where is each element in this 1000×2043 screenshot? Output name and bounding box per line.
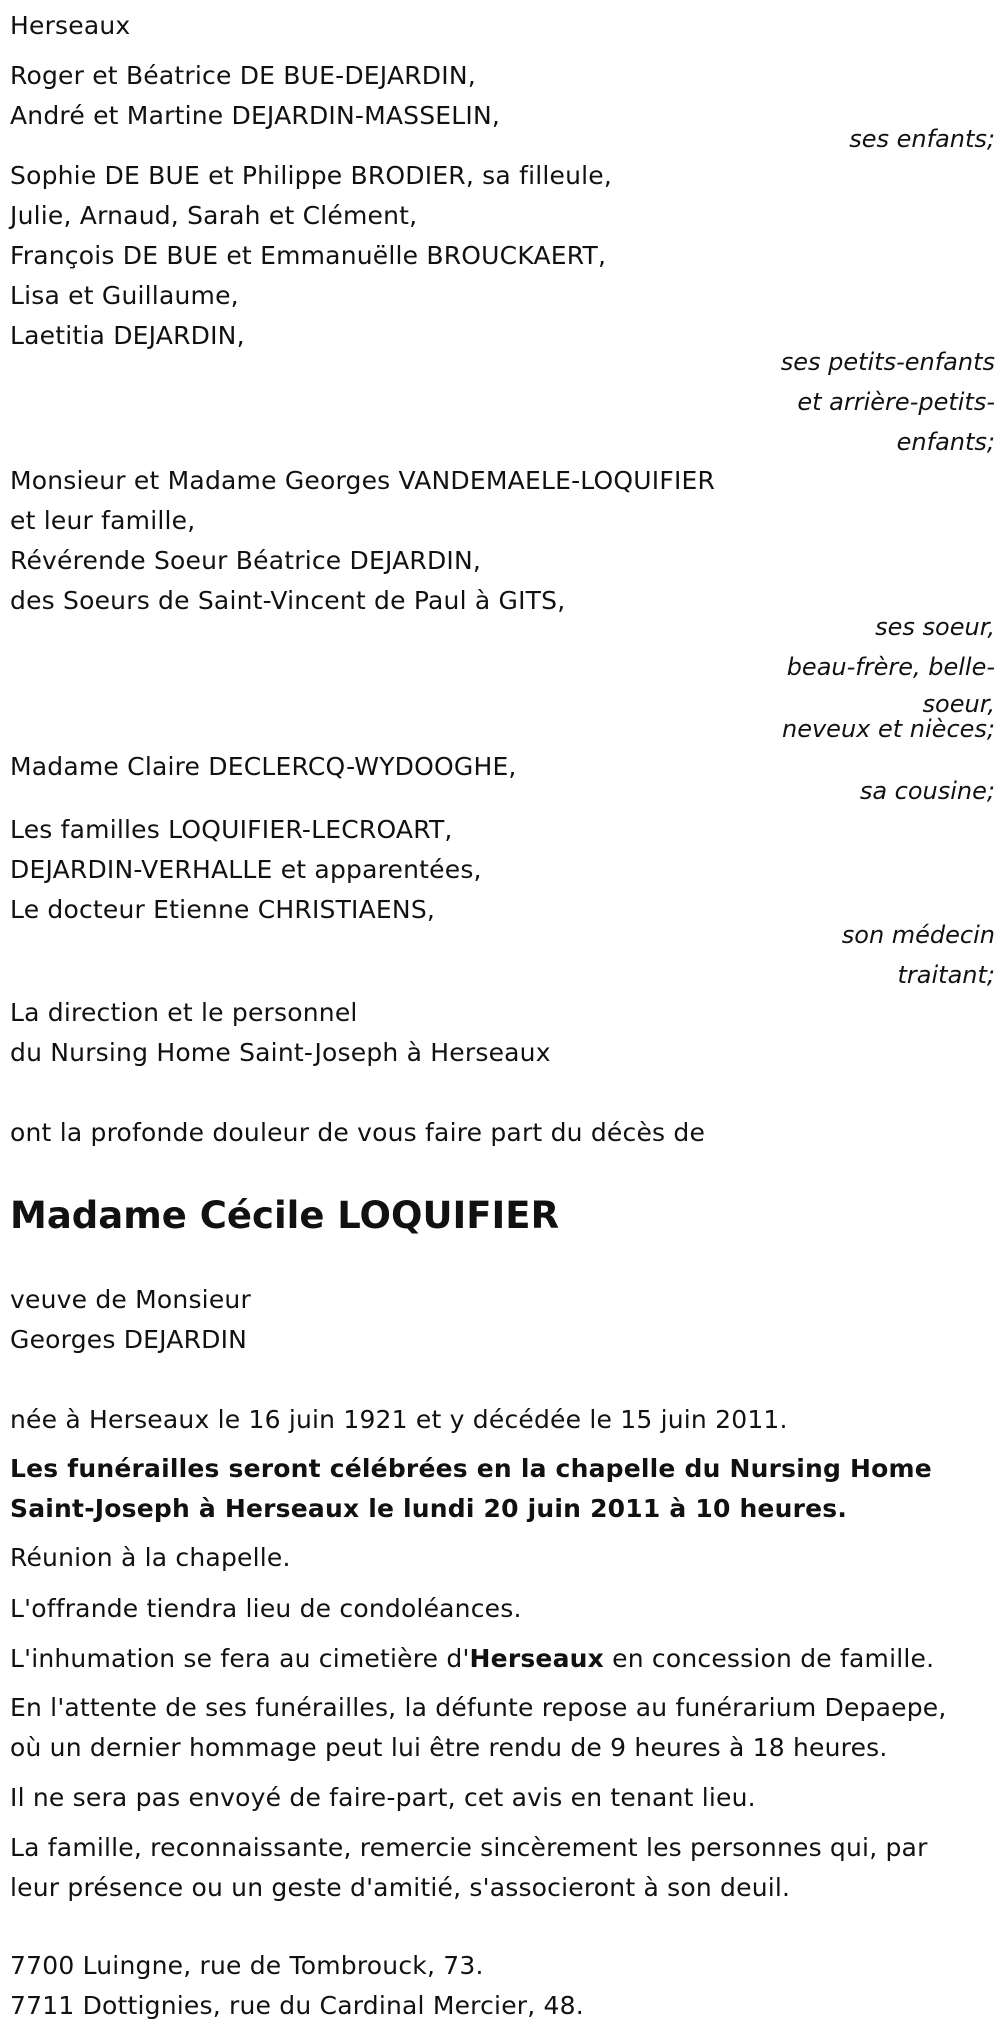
- family-line: du Nursing Home Saint-Joseph à Herseaux: [10, 1038, 551, 1067]
- relation-label: traitant;: [897, 961, 995, 989]
- family-line: Lisa et Guillaume,: [10, 281, 239, 310]
- relation-label: sa cousine;: [859, 777, 995, 805]
- relation-label: soeur,: [922, 690, 995, 718]
- family-line: Monsieur et Madame Georges VANDEMAELE-LOQUIFIER: [10, 466, 716, 495]
- relation-label: neveux et nièces;: [782, 715, 995, 743]
- relation-label: son médecin: [841, 921, 995, 949]
- family-line: DEJARDIN-VERHALLE et apparentées,: [10, 855, 482, 884]
- relation-label: ses petits-enfants: [780, 348, 995, 376]
- relation-label: beau-frère, belle-: [786, 653, 995, 681]
- no-letter-text: Il ne sera pas envoyé de faire-part, cet avis en tenant lieu.: [10, 1783, 756, 1812]
- birth-death-text: née à Herseaux le 16 juin 1921 et y décédée le 15 juin 2011.: [10, 1405, 788, 1434]
- burial-text-before: L'inhumation se fera au cimetière d': [10, 1644, 470, 1673]
- family-line: Madame Claire DECLERCQ-WYDOOGHE,: [10, 752, 517, 781]
- announcement-text: ont la profonde douleur de vous faire part du décès de: [10, 1118, 706, 1147]
- family-line: Julie, Arnaud, Sarah et Clément,: [10, 201, 418, 230]
- family-line: des Soeurs de Saint-Vincent de Paul à GITS,: [10, 586, 566, 615]
- widow-line: Georges DEJARDIN: [10, 1325, 248, 1354]
- relation-label: et arrière-petits-: [797, 388, 995, 416]
- deceased-name: Madame Cécile LOQUIFIER: [10, 1194, 560, 1237]
- place-heading: Herseaux: [10, 11, 131, 40]
- funeral-text: Les funérailles seront célébrées en la chapelle du Nursing Home: [10, 1454, 932, 1483]
- widow-line: veuve de Monsieur: [10, 1285, 251, 1314]
- family-line: Révérende Soeur Béatrice DEJARDIN,: [10, 546, 482, 575]
- family-line: La direction et le personnel: [10, 998, 358, 1027]
- burial-text: [10, 1639, 934, 1679]
- family-line: Sophie DE BUE et Philippe BRODIER, sa filleule,: [10, 161, 613, 190]
- funeral-text: Saint-Joseph à Herseaux le lundi 20 juin 2011 à 10 heures.: [10, 1494, 848, 1523]
- wake-text: où un dernier hommage peut lui être rendu de 9 heures à 18 heures.: [10, 1733, 888, 1762]
- meeting-text: Réunion à la chapelle.: [10, 1543, 291, 1572]
- family-line: François DE BUE et Emmanuëlle BROUCKAERT,: [10, 241, 607, 270]
- relation-label: ses soeur,: [875, 613, 995, 641]
- family-line: Les familles LOQUIFIER-LECROART,: [10, 815, 453, 844]
- relation-label: ses enfants;: [849, 125, 995, 153]
- family-line: Le docteur Etienne CHRISTIAENS,: [10, 895, 436, 924]
- family-line: André et Martine DEJARDIN-MASSELIN,: [10, 101, 501, 130]
- offering-text: L'offrande tiendra lieu de condoléances.: [10, 1594, 522, 1623]
- relation-label: enfants;: [896, 428, 995, 456]
- address-line: 7711 Dottignies, rue du Cardinal Mercier, 48.: [10, 1991, 584, 2020]
- address-line: 7700 Luingne, rue de Tombrouck, 73.: [10, 1951, 484, 1980]
- burial-text-after: en concession de famille.: [603, 1644, 935, 1673]
- burial-place: Herseaux: [469, 1644, 604, 1673]
- thanks-text: La famille, reconnaissante, remercie sincèrement les personnes qui, par: [10, 1833, 928, 1862]
- family-line: Roger et Béatrice DE BUE-DEJARDIN,: [10, 61, 476, 90]
- family-line: Laetitia DEJARDIN,: [10, 321, 245, 350]
- wake-text: En l'attente de ses funérailles, la défunte repose au funérarium Depaepe,: [10, 1693, 947, 1722]
- thanks-text: leur présence ou un geste d'amitié, s'associeront à son deuil.: [10, 1873, 791, 1902]
- family-line: et leur famille,: [10, 506, 196, 535]
